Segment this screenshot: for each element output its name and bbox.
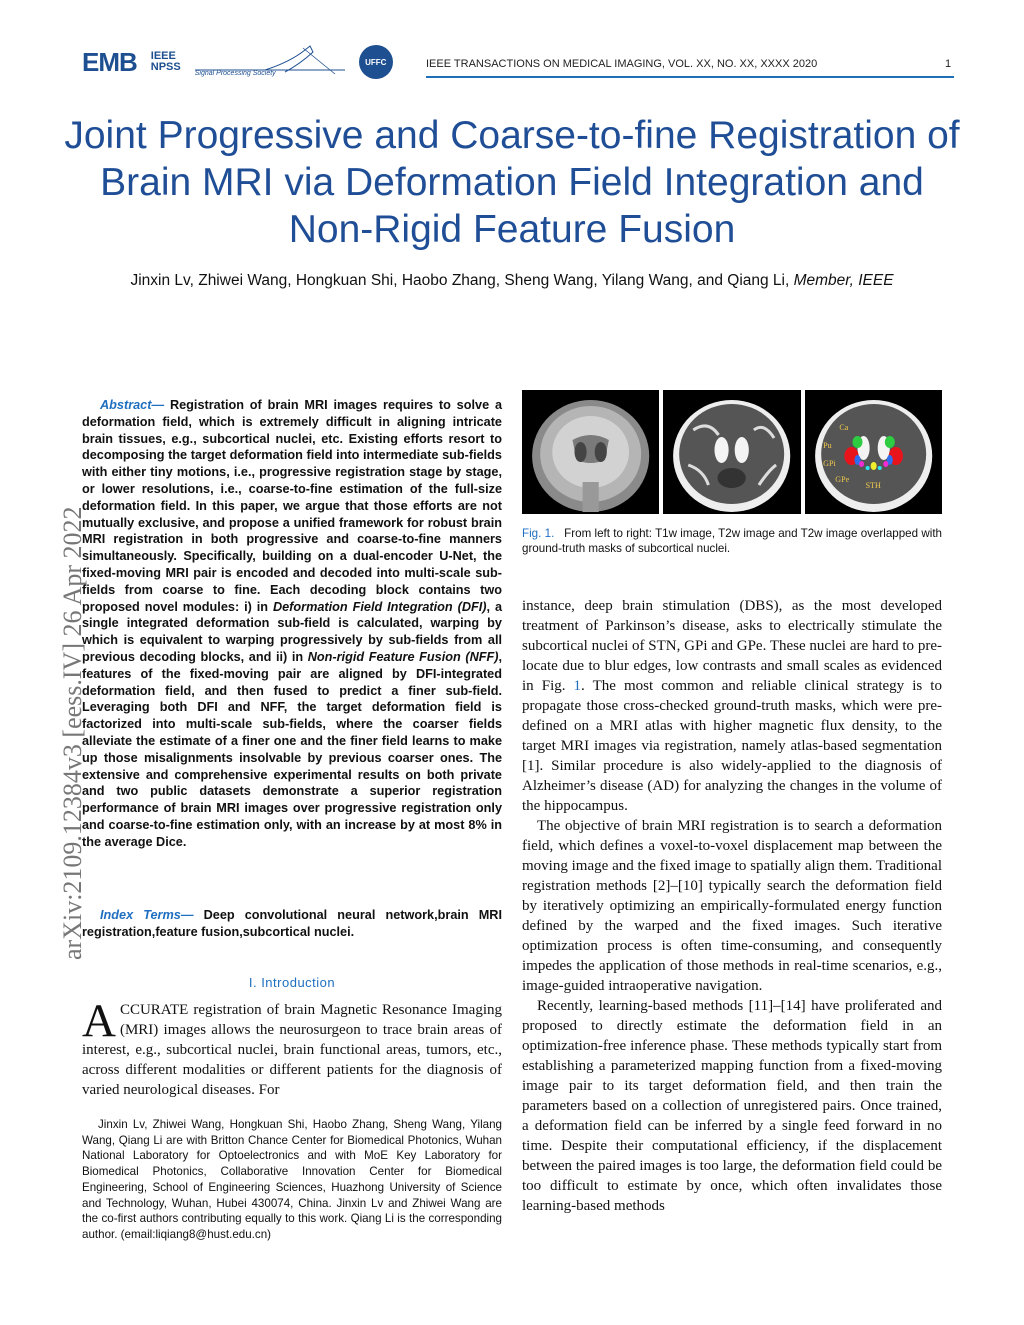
abstract-text-3: , features of the fixed-moving pair are aligned by DFI-integrated deformation field, and then fused to predict a finer sub-field. Leveraging both DFI and NFF, the target deformation field is factorized into multi-scale sub-fields, where the coarser fields alleviate the estimate of a finer one and the finer field learns to make up those misalignments insolvable by previous coarser ones. The extensive and comprehensive experimental results on both private and two public datasets demonstrate a superior registration performance of brain MRI images over progressive registration only and coarse-to-fine estimation only, with an increase by at most 8% in the average Dice. — [82, 649, 502, 849]
index-terms-text: Deep convolutional neural network,brain MRI registration,feature fusion,subcortical nuclei. — [82, 908, 502, 939]
intro-text: registration of brain Magnetic Resonance Imaging (MRI) images allows the neurosurgeon to trace brain areas of interest, e.g., subcortical nuclei, brain functional areas, tumors, etc., across different modalities or different patients for the diagnosis of varied neurological diseases. For — [82, 1002, 502, 1098]
label-gpe: GPe — [834, 475, 849, 484]
author-list — [80, 270, 944, 292]
paper-title: Joint Progressive and Coarse-to-fine Registration of Brain MRI via Deformation Field Integration and Non-Rigid Feature Fusion — [64, 114, 960, 251]
mri-t2w-image — [663, 390, 800, 514]
mri-t2w-overlay-image — [805, 390, 942, 514]
sps-logo-text: Signal Processing Society — [194, 70, 276, 77]
abstract — [82, 397, 502, 851]
author-names: Jinxin Lv, Zhiwei Wang, Hongkuan Shi, Haobo Zhang, Sheng Wang, Yilang Wang, and Qiang Li, — [130, 272, 794, 289]
paragraph-dbs-a: instance, deep brain stimulation (DBS), as the most developed treatment of Parkinson’s disease, asks to electrically stimulate the subcortical nuclei of STN, GPi and GPe. These nuclei are hard to pre-locate due to blur edges, low contrasts and small scales as evidenced in Fig. — [522, 598, 942, 694]
section-heading-introduction: I. Introduction — [248, 975, 336, 990]
paragraph-learning-based: Recently, learning-based methods [11]–[14] have proliferated and proposed to directly estimate the deformation field in an optimization-free inference phase. These methods typically start from establishing a parameterized mapping function from a fixed-moving image pair to its target deformation field, and then train the parameters based on a collection of unregistered pairs. Once trained, a deformation field can be inferred by a single feed forward in no time. Despite their computational efficiency, if the displacement between the paired images is too large, the deformation field could be too difficult to estimate by once, which often invalidates those learning-based methods — [522, 998, 942, 1214]
index-terms — [82, 907, 502, 941]
mri-t1w-image — [522, 390, 659, 514]
abstract-text-2: , a single integrated deformation sub-field is calculated, warping by which is equivalent to warping progressively by sub-fields from all previous decoding blocks, and ii) in — [82, 599, 503, 664]
right-column-text — [522, 596, 942, 1216]
paragraph-objective: The objective of brain MRI registration is to search a deformation field, which defines a voxel-to-voxel displacement map between the moving image and the fixed image to spatially align them. Traditional registration methods [2]–[10] typically search the deformation field by iteratively optimizing an empirically-formulated energy function defined by the warped and the fixed images. Such iterative optimization process is often time-consuming, and consequently impedes the application of those methods in real-time scenarios, e.g., image-guided intraoperative navigation. — [522, 818, 942, 994]
figure-1-caption — [522, 526, 942, 556]
abstract-label: Abstract— — [100, 398, 165, 412]
sps-logo — [195, 42, 345, 82]
drop-cap: A — [82, 995, 116, 1047]
arxiv-stamp-text: arXiv:2109.12384v3 [eess.IV] 26 Apr 2022 — [58, 506, 87, 960]
ieee-logo-text: IEEE — [150, 50, 176, 62]
index-terms-label: Index Terms— — [100, 908, 194, 922]
paragraph-dbs-b: . The most common and reliable clinical strategy is to propagate those cross-checked ground-truth masks, which were pre-defined on a MRI atlas with higher magnetic flux density, to the target MRI images via registration, namely atlas-based segmentation [1]. Similar procedure is also widely-applied to the diagnosis of Alzheimer’s disease (AD) for analyzing the changes in the volume of the hippocampus. — [522, 678, 942, 814]
introduction-paragraph — [82, 995, 502, 1100]
label-ca: Ca — [838, 423, 848, 432]
arxiv-stamp — [14, 350, 87, 960]
emb-logo: EMB — [82, 46, 137, 77]
paragraph-dbs — [522, 596, 942, 816]
intro-lead: CCURATE — [119, 1002, 189, 1018]
fig-1-reference[interactable]: 1 — [573, 678, 582, 694]
author-footnote: Jinxin Lv, Zhiwei Wang, Hongkuan Shi, Haobo Zhang, Sheng Wang, Yilang Wang, Qiang Li are with Britton Chance Center for Biomedical Photonics, Wuhan National Laboratory for Optoelectronics and with MoE Key Laboratory for Biomedical Photonics, Collaborative Innovation Center for Biomedical Engineering, School of Engineering Sciences, Huazhong University of Science and Technology, Wuhan, Hubei 430074, China. Jinxin Lv and Zhiwei Wang are the co-first authors contributing equally to this work. Qiang Li is the corresponding author. (email:liqiang8@hust.edu.cn) — [82, 1118, 502, 1241]
figure-1-label: Fig. 1. — [522, 527, 555, 540]
author-membership: Member, IEEE — [793, 272, 894, 289]
abstract-text-1: Registration of brain MRI images requires to solve a deformation field, which is extremely difficult in aligning intricate brain tissues, e.g., subcortical nuclei, etc. Existing efforts resort to decomposing the target deformation field into intermediate sub-fields with either tiny motions, i.e., progressive registration stage by stage, or lower resolutions, i.e., coarse-to-fine estimation of the full-size deformation field. In this paper, we argue that those efforts are not mutually exclusive, and propose a unified framework for robust brain MRI registration in both progressive and coarse-to-fine manners simultaneously. Specifically, building on a dual-encoder U-Net, the fixed-moving MRI pair is encoded and decoded into multi-scale sub-fields from coarse to fine. Each decoding block contains two proposed novel modules: i) in — [82, 398, 502, 614]
abstract-dfi: Deformation Field Integration (DFI) — [272, 599, 487, 614]
publisher-logos — [82, 40, 393, 84]
page-number: 1 — [945, 58, 952, 70]
label-sth: STH — [865, 481, 881, 490]
uffc-logo: UFFC — [359, 45, 393, 79]
figure-1-caption-text: From left to right: T1w image, T2w image and T2w image overlapped with ground-truth masks of subcortical nuclei. — [522, 527, 942, 555]
header-rule — [426, 76, 954, 78]
abstract-nff: Non-rigid Feature Fusion (NFF) — [307, 649, 499, 664]
npss-logo-text: NPSS — [150, 61, 181, 73]
figure-1 — [522, 390, 942, 514]
journal-header: IEEE TRANSACTIONS ON MEDICAL IMAGING, VOL. XX, NO. XX, XXXX 2020 — [426, 58, 818, 70]
label-pu: Pu — [822, 441, 832, 450]
label-gpi: GPi — [822, 459, 836, 468]
ieee-npss-logo — [151, 51, 181, 73]
